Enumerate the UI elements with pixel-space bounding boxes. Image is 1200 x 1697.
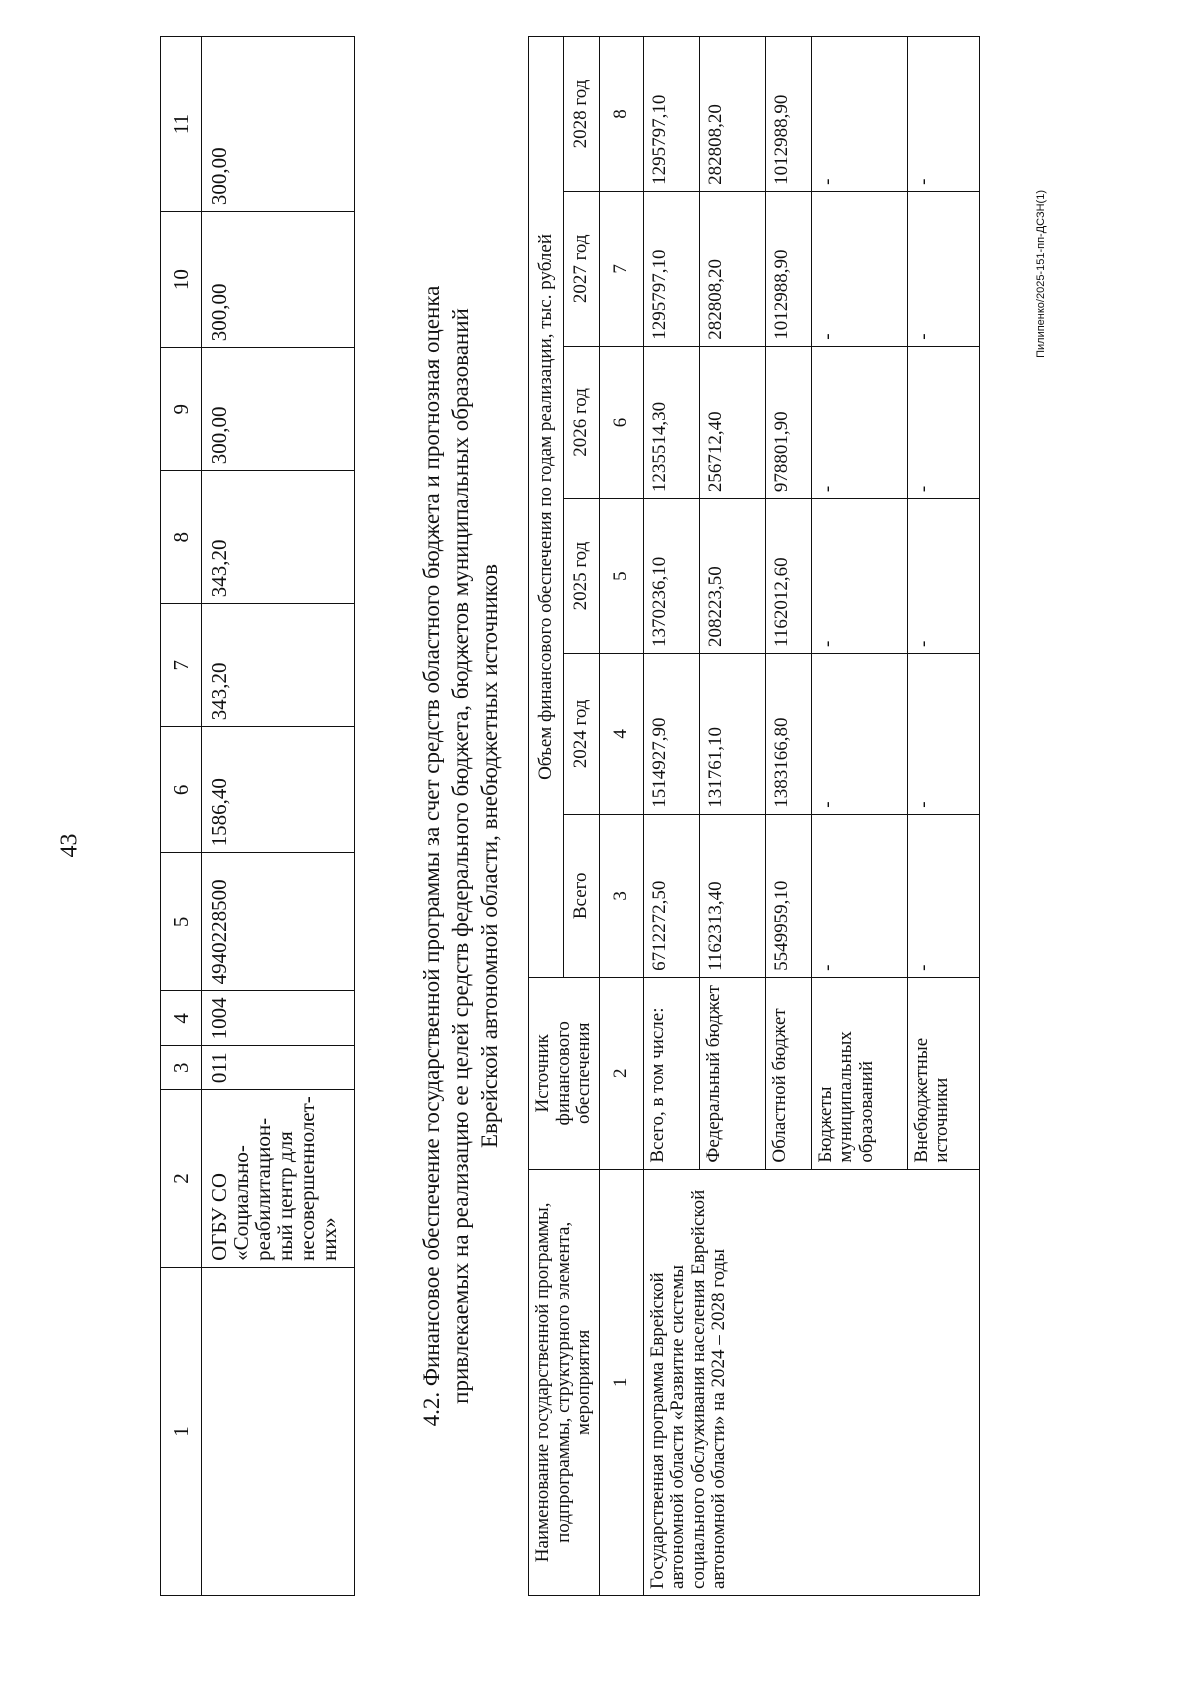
value-cell: 208223,50	[699, 499, 765, 654]
value-cell: -	[811, 37, 907, 192]
header-2027: 2027 год	[564, 191, 599, 346]
value-cell: 1012988,90	[765, 37, 811, 192]
value-cell: 256712,40	[699, 346, 765, 498]
value-cell: 6712272,50	[643, 814, 699, 977]
table-cell: 343,20	[202, 471, 355, 604]
value-cell: 1370236,10	[643, 499, 699, 654]
value-cell: -	[811, 191, 907, 346]
table-header-row	[161, 37, 202, 1596]
col-header: 8	[161, 471, 202, 604]
table-cell: 1004	[202, 991, 355, 1046]
value-cell: 1383166,80	[765, 653, 811, 814]
financing-table	[528, 36, 980, 1596]
source-cell: Всего, в том числе:	[643, 977, 699, 1169]
value-cell: -	[811, 653, 907, 814]
value-cell: 282808,20	[699, 37, 765, 192]
col-header: 4	[161, 991, 202, 1046]
value-cell: -	[907, 37, 979, 192]
col-header: 6	[161, 727, 202, 853]
header-2026: 2026 год	[564, 346, 599, 498]
value-cell: 1162313,40	[699, 814, 765, 977]
value-cell: 282808,20	[699, 191, 765, 346]
table-cell: 4940228500	[202, 853, 355, 991]
document-code	[1035, 190, 1055, 840]
col-header: 3	[161, 1046, 202, 1090]
table-header-row	[529, 37, 564, 1596]
table-continuation	[160, 36, 355, 1596]
value-cell: 978801,90	[765, 346, 811, 498]
value-cell: 1012988,90	[765, 191, 811, 346]
col-header: 10	[161, 212, 202, 348]
document-code-text: Пилипенко/2025-151-пп-ДСЗН(1)	[1035, 190, 1047, 358]
value-cell: 5549959,10	[765, 814, 811, 977]
table-cell: 300,00	[202, 37, 355, 212]
value-cell: -	[907, 346, 979, 498]
value-cell: 1514927,90	[643, 653, 699, 814]
value-cell: 131761,10	[699, 653, 765, 814]
column-number: 2	[599, 977, 643, 1169]
value-cell: 1295797,10	[643, 37, 699, 192]
value-cell: -	[811, 346, 907, 498]
column-number: 6	[599, 346, 643, 498]
value-cell: -	[907, 499, 979, 654]
header-total: Всего	[564, 814, 599, 977]
value-cell: -	[907, 191, 979, 346]
table-cell: 1586,40	[202, 727, 355, 853]
column-number: 4	[599, 653, 643, 814]
section-heading-line: Еврейской автономной области, внебюджетных источников	[476, 564, 502, 1148]
rotated-landscape-content	[160, 36, 1080, 1596]
value-cell: 1295797,10	[643, 191, 699, 346]
table-row	[202, 37, 355, 1596]
source-cell: Внебюджетные источники	[907, 977, 979, 1169]
column-number: 3	[599, 814, 643, 977]
col-header: 1	[161, 1267, 202, 1595]
value-cell: -	[907, 653, 979, 814]
value-cell: -	[907, 814, 979, 977]
source-cell: Федеральный бюджет	[699, 977, 765, 1169]
value-cell: -	[811, 499, 907, 654]
header-source: Источник финансового обеспечения	[529, 977, 600, 1169]
program-name-cell: Государственная программа Еврейской автономной области «Развитие системы социального обслуживания населения Еврейской автономной области» на 2024 – 2028 годы	[643, 1169, 979, 1595]
table-cell: 343,20	[202, 604, 355, 727]
table-cell: 300,00	[202, 212, 355, 348]
header-volume: Объем финансового обеспечения по годам реализации, тыс. рублей	[529, 37, 564, 978]
column-number: 7	[599, 191, 643, 346]
value-cell: 1162012,60	[765, 499, 811, 654]
table-cell: 011	[202, 1046, 355, 1090]
page-number: 43	[56, 833, 83, 858]
header-program-name: Наименование государственной программы, подпрограммы, структурного элемента, мероприятия	[529, 1169, 600, 1595]
section-heading-line: 4.2. Финансовое обеспечение государственной программы за счет средств областного бюджета и прогнозная оценка	[419, 285, 444, 1427]
section-heading	[418, 176, 504, 1536]
header-2025: 2025 год	[564, 499, 599, 654]
column-number: 8	[599, 37, 643, 192]
table-cell: 300,00	[202, 348, 355, 471]
col-header: 9	[161, 348, 202, 471]
column-number-row	[599, 37, 643, 1596]
col-header: 7	[161, 604, 202, 727]
header-2028: 2028 год	[564, 37, 599, 192]
header-2024: 2024 год	[564, 653, 599, 814]
col-header: 2	[161, 1090, 202, 1268]
col-header: 5	[161, 853, 202, 991]
column-number: 1	[599, 1169, 643, 1595]
col-header: 11	[161, 37, 202, 212]
section-heading-line: привлекаемых на реализацию ее целей средств федерального бюджета, бюджетов муниципальных образований	[447, 308, 473, 1404]
value-cell: -	[811, 814, 907, 977]
column-number: 5	[599, 499, 643, 654]
value-cell: 1235514,30	[643, 346, 699, 498]
source-cell: Бюджеты муниципальных образований	[811, 977, 907, 1169]
table-row	[643, 37, 699, 1596]
source-cell: Областной бюджет	[765, 977, 811, 1169]
table-cell: ОГБУ СО «Социально-реабилитацион-ный центр для несовершеннолет-них»	[202, 1090, 355, 1268]
table-cell	[202, 1267, 355, 1595]
